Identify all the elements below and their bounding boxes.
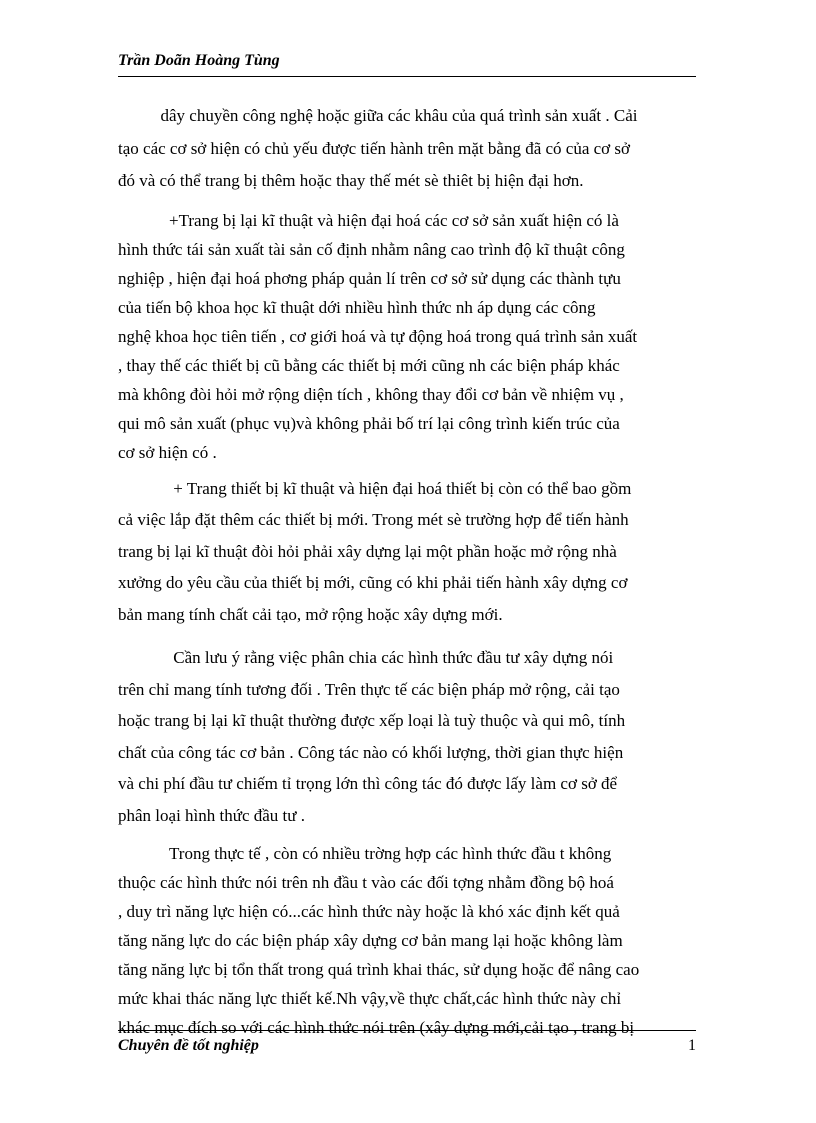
paragraph-4 xyxy=(118,642,696,831)
text-line: phân loại hình thức đầu tư . xyxy=(118,805,305,825)
text-line: +Trang bị lại kĩ thuật và hiện đại hoá các cơ sở sản xuất hiện có là xyxy=(118,210,619,230)
paragraph-2 xyxy=(118,206,696,467)
text-line: chất của công tác cơ bản . Công tác nào có khối lượng, thời gian thực hiện xyxy=(118,742,624,762)
text-line: tăng năng lực bị tổn thất trong quá trình khai thác, sử dụng hoặc để nâng cao xyxy=(118,960,640,979)
text-line: nghệ khoa học tiên tiến , cơ giới hoá và tự động hoá trong quá trình sản xuất xyxy=(118,326,638,346)
text-line: đó và có thể trang bị thêm hoặc thay thế mét sè thiêt bị hiện đại hơn. xyxy=(118,171,584,190)
text-line: , thay thế các thiết bị cũ bằng các thiết bị mới cũng nh các biện pháp khác xyxy=(118,355,620,375)
text-line: tạo các cơ sở hiện có chủ yếu được tiến hành trên mặt bằng đã có của cơ sở xyxy=(118,138,631,158)
text-line: nghiệp , hiện đại hoá phơng pháp quản lí trên cơ sở sử dụng các thành tựu xyxy=(118,268,621,288)
page-footer xyxy=(118,1030,696,1057)
text-line: dây chuyền công nghệ hoặc giữa các khâu của quá trình sản xuất . Cải xyxy=(118,106,638,125)
text-line: qui mô sản xuất (phục vụ)và không phải bố trí lại công trình kiến trúc của xyxy=(118,413,620,433)
text-line: mà không đòi hỏi mở rộng diện tích , không thay đổi cơ bản về nhiệm vụ , xyxy=(118,384,624,404)
page-header xyxy=(118,50,696,77)
text-line: hoặc trang bị lại kĩ thuật thường được xếp loại là tuỳ thuộc và qui mô, tính xyxy=(118,711,626,730)
text-line: cả việc lắp đặt thêm các thiết bị mới. Trong mét sè trường hợp để tiến hành xyxy=(118,510,629,529)
text-line: tăng năng lực do các biện pháp xây dựng cơ bản mang lại hoặc không làm xyxy=(118,931,623,950)
text-line: thuộc các hình thức nói trên nh đầu t vào các đối tợng nhằm đồng bộ hoá xyxy=(118,873,614,892)
text-line: trang bị lại kĩ thuật đòi hỏi phải xây dựng lại một phần hoặc mở rộng nhà xyxy=(118,541,617,561)
text-line: , duy trì năng lực hiện có...các hình thức này hoặc là khó xác định kết quả xyxy=(118,902,620,921)
text-line: trên chỉ mang tính tương đối . Trên thực tế các biện pháp mở rộng, cải tạo xyxy=(118,679,620,699)
header-rule xyxy=(118,76,696,77)
text-line: cơ sở hiện có . xyxy=(118,442,217,462)
text-line: của tiến bộ khoa học kĩ thuật dới nhiều hình thức nh áp dụng các công xyxy=(118,297,596,317)
text-line: + Trang thiết bị kĩ thuật và hiện đại hoá thiết bị còn có thể bao gồm xyxy=(118,478,632,498)
text-line: hình thức tái sản xuất tài sản cố định nhằm nâng cao trình độ kĩ thuật công xyxy=(118,239,625,259)
text-line: và chi phí đầu tư chiếm tỉ trọng lớn thì công tác đó được lấy làm cơ sở để xyxy=(118,774,618,793)
text-line: khác mục đích so với các hình thức nói trên (xây dựng mới,cải tạo , trang bị xyxy=(118,1018,635,1037)
paragraph-1 xyxy=(118,100,696,198)
paragraph-5 xyxy=(118,839,696,1042)
text-line: xưởng do yêu cầu của thiết bị mới, cũng có khi phải tiến hành xây dựng cơ xyxy=(118,573,628,592)
footer-rule xyxy=(118,1030,696,1031)
paragraph-3 xyxy=(118,473,696,631)
text-line: mức khai thác năng lực thiết kế.Nh vậy,về thực chất,các hình thức này chỉ xyxy=(118,989,622,1008)
author-name: Trần Doãn Hoàng Tùng xyxy=(118,52,280,69)
footer-label: Chuyên đề tốt nghiệp xyxy=(118,1037,259,1054)
text-line: Cần lưu ý rằng việc phân chia các hình thức đầu tư xây dựng nói xyxy=(118,648,614,667)
page-number: 1 xyxy=(688,1037,696,1054)
document-body xyxy=(118,100,696,1042)
text-line: Trong thực tế , còn có nhiều trờng hợp các hình thức đầu t không xyxy=(118,844,612,863)
text-line: bản mang tính chất cải tạo, mở rộng hoặc xây dựng mới. xyxy=(118,604,503,624)
footer-row xyxy=(118,1035,696,1057)
